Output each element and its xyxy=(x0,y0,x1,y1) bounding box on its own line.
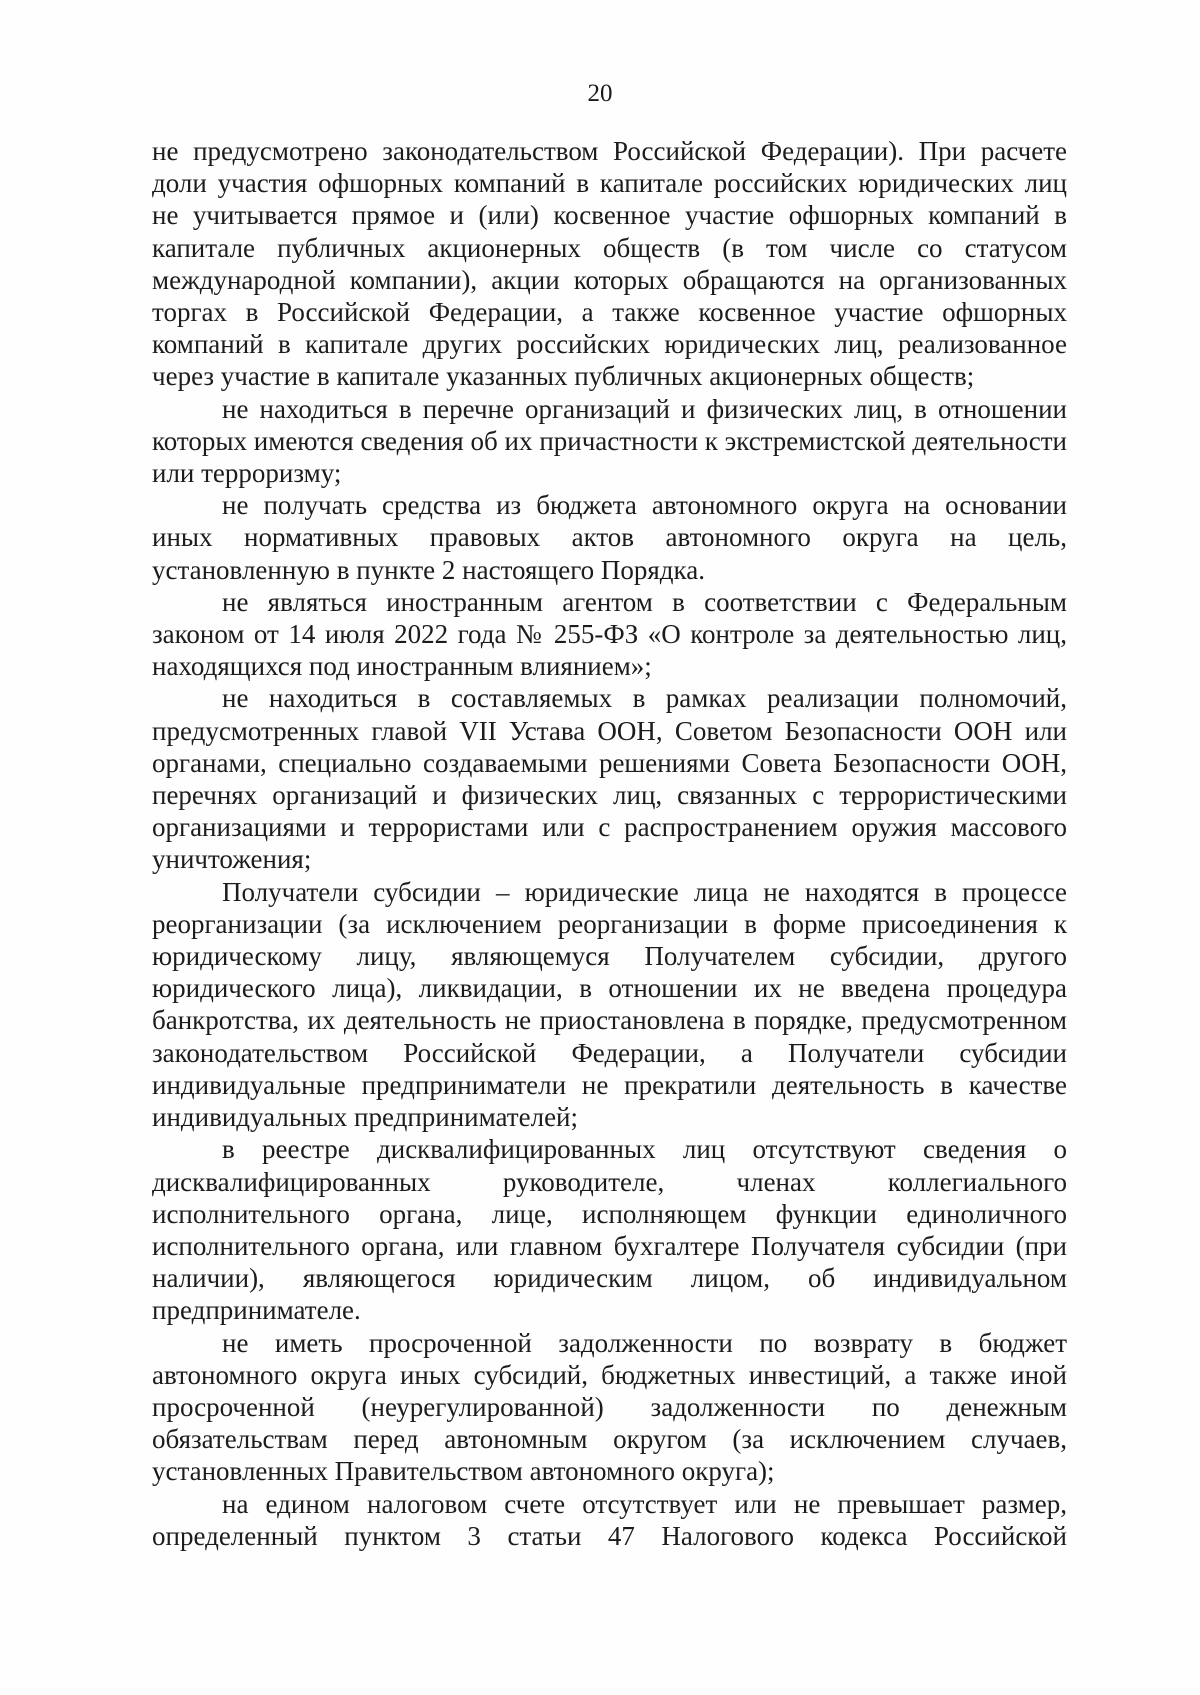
paragraph-tax-account: на едином налоговом счете отсутствует или не превышает размер, определенный пунктом 3 статьи 47 Налогового кодекса Российской xyxy=(152,1488,1067,1551)
paragraph-extremism-list: не находиться в перечне организаций и физических лиц, в отношении которых имеются сведения об их причастности к экстремистской деятельности или терроризму; xyxy=(152,393,1067,489)
paragraph-budget-funds: не получать средства из бюджета автономного округа на основании иных нормативных правовых актов автономного округа на цель, установленную в пункте 2 настоящего Порядка. xyxy=(152,490,1067,585)
paragraph-overdue-debt: не иметь просроченной задолженности по возврату в бюджет автономного округа иных субсидий, бюджетных инвестиций, а также иной просроченной (неурегулированной) задолженности по денежным обязательствам перед автономным округом (за исключением случаев, установленных Правительством автономного округа); xyxy=(152,1327,1067,1487)
paragraph-reorganization: Получатели субсидии – юридические лица не находятся в процессе реорганизации (за исключением реорганизации в форме присоединения к юридическому лицу, являющемуся Получателем субсидии, другого юридического лица), ликвидации, в отношении их не введена процедура банкротства, их деятельность не приостановлена в порядке, предусмотренном законодательством Российской Федерации, а Получатели субсидии индивидуальные предприниматели не прекратили деятельность в качестве индивидуальных предпринимателей; xyxy=(152,876,1067,1133)
paragraph-un-sanctions-list: не находиться в составляемых в рамках реализации полномочий, предусмотренных главой VII Устава ООН, Советом Безопасности ООН или органами, специально создаваемыми решениями Совета Безопасности ООН, перечнях организаций и физических лиц, связанных с террористическими организациями и террористами или с распространением оружия массового уничтожения; xyxy=(152,683,1067,875)
paragraph-disqualified-persons: в реестре дисквалифицированных лиц отсутствуют сведения о дисквалифицированных руководителе, членах коллегиального исполнительного органа, лице, исполняющем функции единоличного исполнительного органа, или главном бухгалтере Получателя субсидии (при наличии), являющегося юридическим лицом, об индивидуальном предпринимателе. xyxy=(152,1134,1067,1326)
paragraph-foreign-agent: не являться иностранным агентом в соответствии с Федеральным законом от 14 июля 2022 года № 255-ФЗ «О контроле за деятельностью лиц, находящихся под иностранным влиянием»; xyxy=(152,586,1067,682)
page-number: 20 xyxy=(587,80,613,107)
paragraph-offshore-participation: не предусмотрено законодательством Российской Федерации). При расчете доли участия офшорных компаний в капитале российских юридических лиц не учитывается прямое и (или) косвенное участие офшорных компаний в капитале публичных акционерных обществ (в том числе со статусом международной компании), акции которых обращаются на организованных торгах в Российской Федерации, а также косвенное участие офшорных компаний в капитале других российских юридических лиц, реализованное через участие в капитале указанных публичных акционерных обществ; xyxy=(152,136,1067,392)
document-body xyxy=(152,135,1067,1552)
